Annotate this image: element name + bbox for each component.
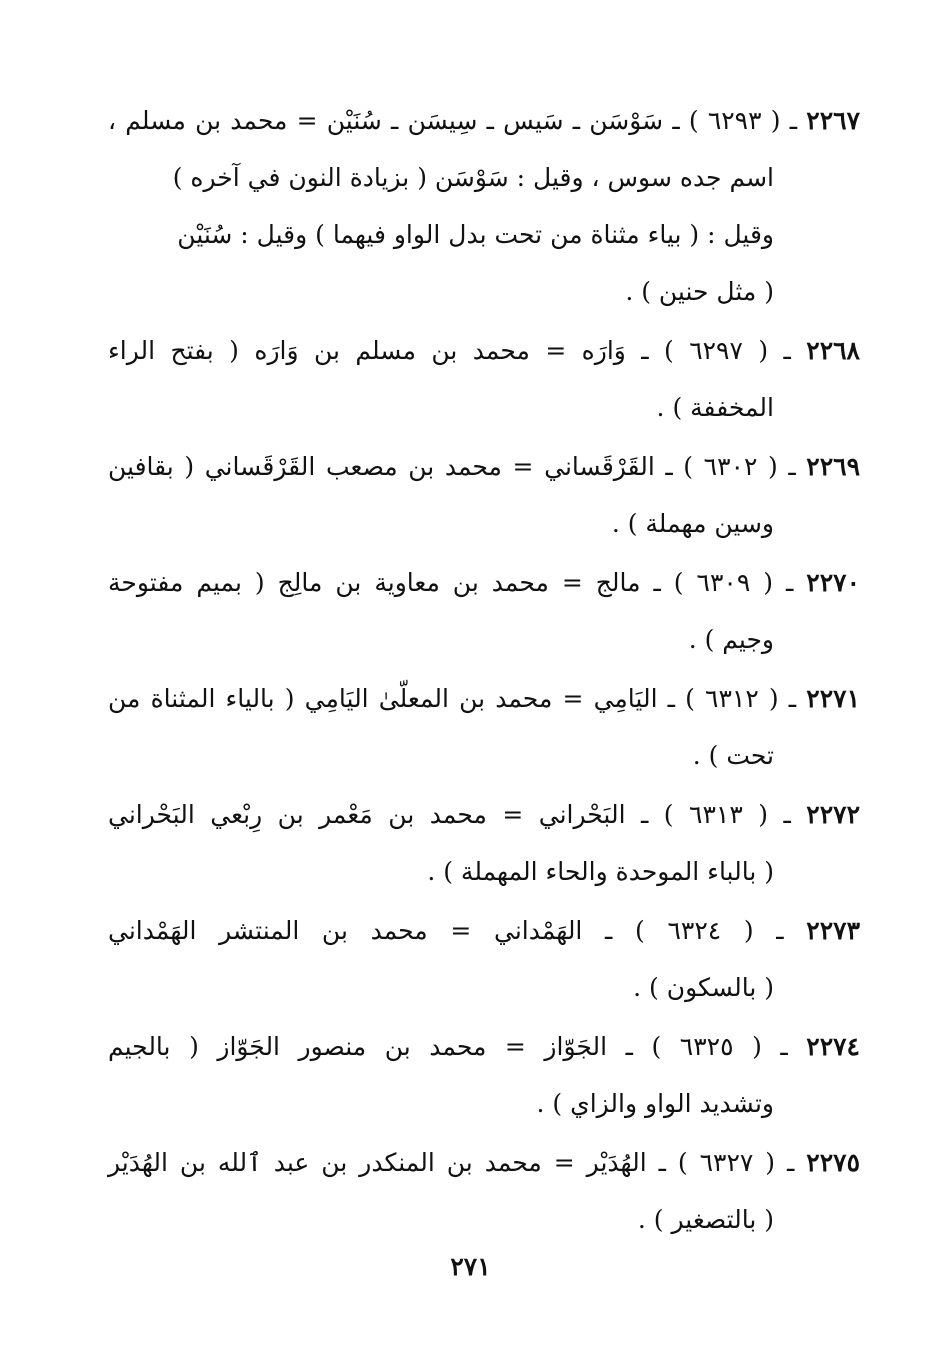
entry-continuation-line: وجيم ) . xyxy=(688,625,774,654)
entry-continuation-line: وسين مهملة ) . xyxy=(611,509,774,538)
entry-continuation-line: المخففة ) . xyxy=(656,393,774,422)
entry-first-line xyxy=(108,322,860,379)
entry-first-line xyxy=(108,670,860,727)
entry-continuation-line: ( بالباء الموحدة والحاء المهملة ) . xyxy=(427,857,774,886)
entry-number: ٢٢٧١ xyxy=(806,684,860,713)
entry-continuation-line: وتشديد الواو والزاي ) . xyxy=(536,1089,774,1118)
entry-number: ٢٢٧٤ xyxy=(806,1032,860,1061)
entry-heading-text: ـ ( ٦٣٠٢ ) ـ القَرْقَساني = محمد بن مصعب القَرْقَساني ( بقافين xyxy=(108,452,796,481)
entry xyxy=(108,1018,860,1132)
entry xyxy=(108,92,860,320)
entry-first-line xyxy=(108,786,860,843)
entry-heading-text: ـ ( ٦٢٩٧ ) ـ وَارَه = محمد بن مسلم بن وَارَه ( بفتح الراء xyxy=(108,336,791,365)
entry-heading-text: ـ ( ٦٣٢٤ ) ـ الهَمْداني = محمد بن المنتشر الهَمْداني xyxy=(108,916,784,945)
entry-first-line xyxy=(108,1134,860,1191)
page-body xyxy=(108,92,860,1250)
entry-number: ٢٢٦٧ xyxy=(806,106,860,135)
entry-heading-text: ـ ( ٦٣١٣ ) ـ البَحْراني = محمد بن مَعْمر بن رِبْعي البَحْراني xyxy=(108,800,791,829)
entry-first-line xyxy=(108,1018,860,1075)
entry-continuation-line: وقيل : ( بياء مثناة من تحت بدل الواو فيهما ) وقيل : سُنَيْن xyxy=(177,220,774,249)
entry-number: ٢٢٧٣ xyxy=(806,916,860,945)
entry-number: ٢٢٦٩ xyxy=(806,452,860,481)
entry-heading-text: ـ ( ٦٣٠٩ ) ـ مالج = محمد بن معاوية بن مالِج ( بميم مفتوحة xyxy=(108,568,794,597)
entry-first-line xyxy=(108,554,860,611)
entry-continuation-line: تحت ) . xyxy=(692,741,774,770)
entry-number: ٢٢٧٠ xyxy=(806,568,860,597)
entry-first-line xyxy=(108,92,860,149)
entry-continuation-line: ( بالتصغير ) . xyxy=(637,1205,774,1234)
entry-continuation-line: اسم جده سوس ، وقيل : سَوْسَن ( بزيادة النون في آخره ) xyxy=(172,163,774,192)
entry xyxy=(108,438,860,552)
entry-heading-text: ـ ( ٦٣١٢ ) ـ اليَامِي = محمد بن المعلّىٰ اليَامِي ( بالياء المثناة من xyxy=(108,684,797,713)
entry-number: ٢٢٦٨ xyxy=(806,336,860,365)
page-number: ٢٧١ xyxy=(450,1252,491,1281)
entry xyxy=(108,902,860,1016)
entry xyxy=(108,670,860,784)
entry-continuation-line: ( بالسكون ) . xyxy=(633,973,774,1002)
entry-heading-text: ـ ( ٦٣٢٧ ) ـ الهُدَيْر = محمد بن المنكدر بن عبد ٱلله بن الهُدَيْر xyxy=(108,1148,795,1177)
entry-heading-text: ـ ( ٦٢٩٣ ) ـ سَوْسَن ـ سَيس ـ سِيسَن ـ سُنَيْن = محمد بن مسلم ، xyxy=(108,106,798,135)
entry xyxy=(108,322,860,436)
entry xyxy=(108,1134,860,1248)
entry-first-line xyxy=(108,438,860,495)
entry xyxy=(108,786,860,900)
entry-continuation-line: ( مثل حنين ) . xyxy=(625,277,774,306)
entry xyxy=(108,554,860,668)
entry-first-line xyxy=(108,902,860,959)
entry-number: ٢٢٧٥ xyxy=(806,1148,860,1177)
entry-number: ٢٢٧٢ xyxy=(806,800,860,829)
entry-heading-text: ـ ( ٦٣٢٥ ) ـ الجَوّاز = محمد بن منصور الجَوّاز ( بالجيم xyxy=(108,1032,788,1061)
